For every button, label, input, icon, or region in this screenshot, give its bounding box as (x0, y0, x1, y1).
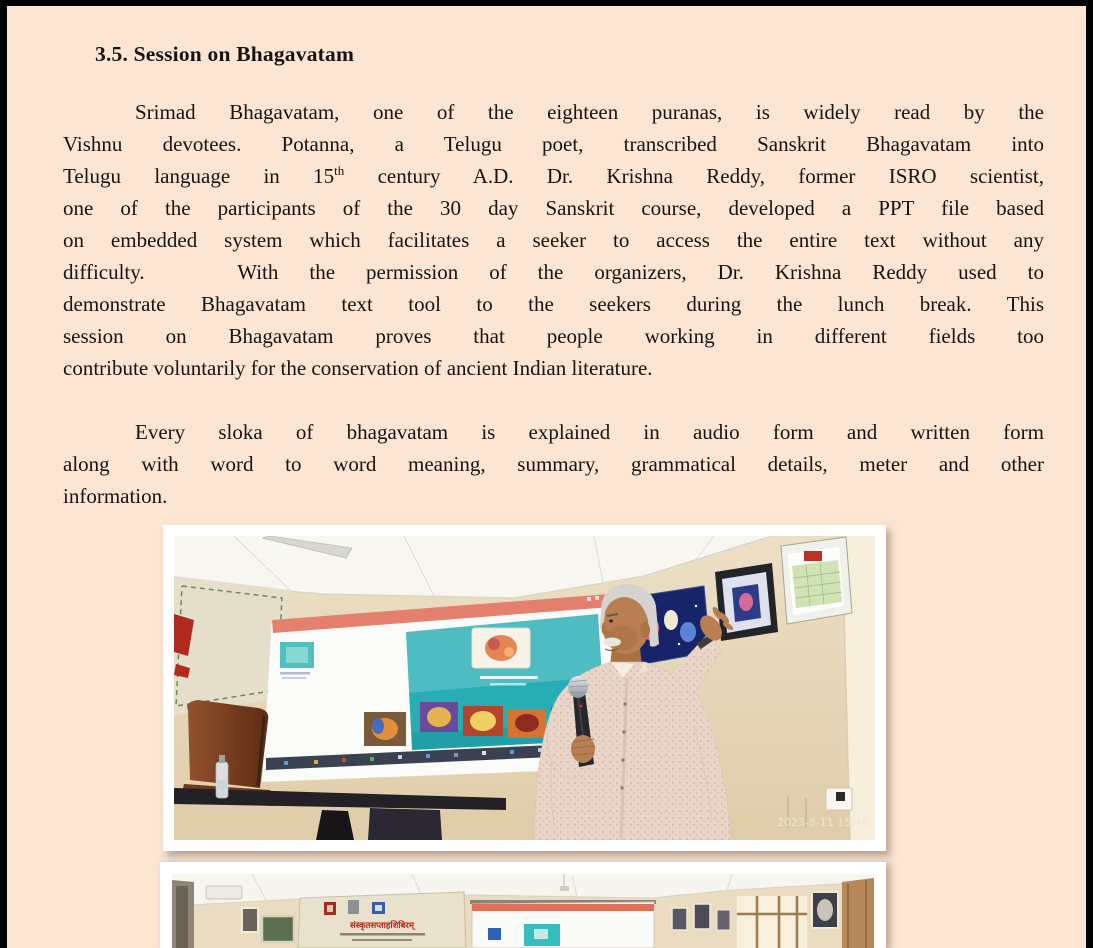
small-frame (242, 908, 258, 932)
banner-logo-grey (348, 900, 359, 914)
text-segment: Telugu language in 15 (63, 164, 335, 188)
section-heading: 3.5. Session on Bhagavatam (95, 42, 355, 66)
text-line: difficulty. With the permission of the organizers, Dr. Krishna Reddy used to (63, 260, 1044, 284)
paragraph-1 (63, 96, 1044, 384)
session-photo-speaker (163, 525, 886, 851)
speaker-mic-hand (571, 735, 595, 763)
ordinal-superscript: th (334, 163, 345, 178)
speaker-head (600, 584, 659, 654)
text-line (63, 160, 1044, 192)
photo2-scene (172, 874, 874, 948)
banner-sanskrit-text: संस्कृतसप्ताहशिबिरम् (350, 921, 414, 931)
text-line: session on Bhagavatam proves that people working in different fields too (63, 324, 1044, 348)
hall-projection-screen (470, 900, 656, 948)
text-line: information. (63, 484, 168, 508)
session-photo-hall (160, 862, 886, 948)
photo-timestamp: 2023-8-11 15:46 (776, 816, 869, 829)
text-line: Every sloka of bhagavatam is explained in audio form and written form (135, 420, 1044, 444)
sanskrit-banner (298, 892, 466, 948)
white-mustache (603, 638, 621, 647)
ac-unit (206, 886, 242, 899)
windows (737, 896, 807, 948)
text-line: on embedded system which facilitates a seeker to access the entire text without any (63, 228, 1044, 252)
text-line: demonstrate Bhagavatam text tool to the seekers during the lunch break. This (63, 292, 1044, 316)
text-line: one of the participants of the 30 day Sanskrit course, developed a PPT file based (63, 196, 1044, 220)
text-segment: century A.D. Dr. Krishna Reddy, former ISRO scientist, (344, 164, 1044, 188)
right-door (842, 878, 874, 948)
text-line: Srimad Bhagavatam, one of the eighteen puranas, is widely read by the (135, 100, 1044, 124)
green-board (262, 916, 294, 942)
text-line: contribute voluntarily for the conservation of ancient Indian literature. (63, 356, 653, 380)
text-line: along with word to word meaning, summary, grammatical details, meter and other (63, 452, 1044, 476)
document-page (7, 6, 1086, 948)
photo1-scene (174, 536, 875, 840)
text-line: Vishnu devotees. Potanna, a Telugu poet, transcribed Sanskrit Bhagavatam into (63, 132, 1044, 156)
paragraph-2 (63, 416, 1044, 512)
hanging-fixture (560, 886, 569, 891)
